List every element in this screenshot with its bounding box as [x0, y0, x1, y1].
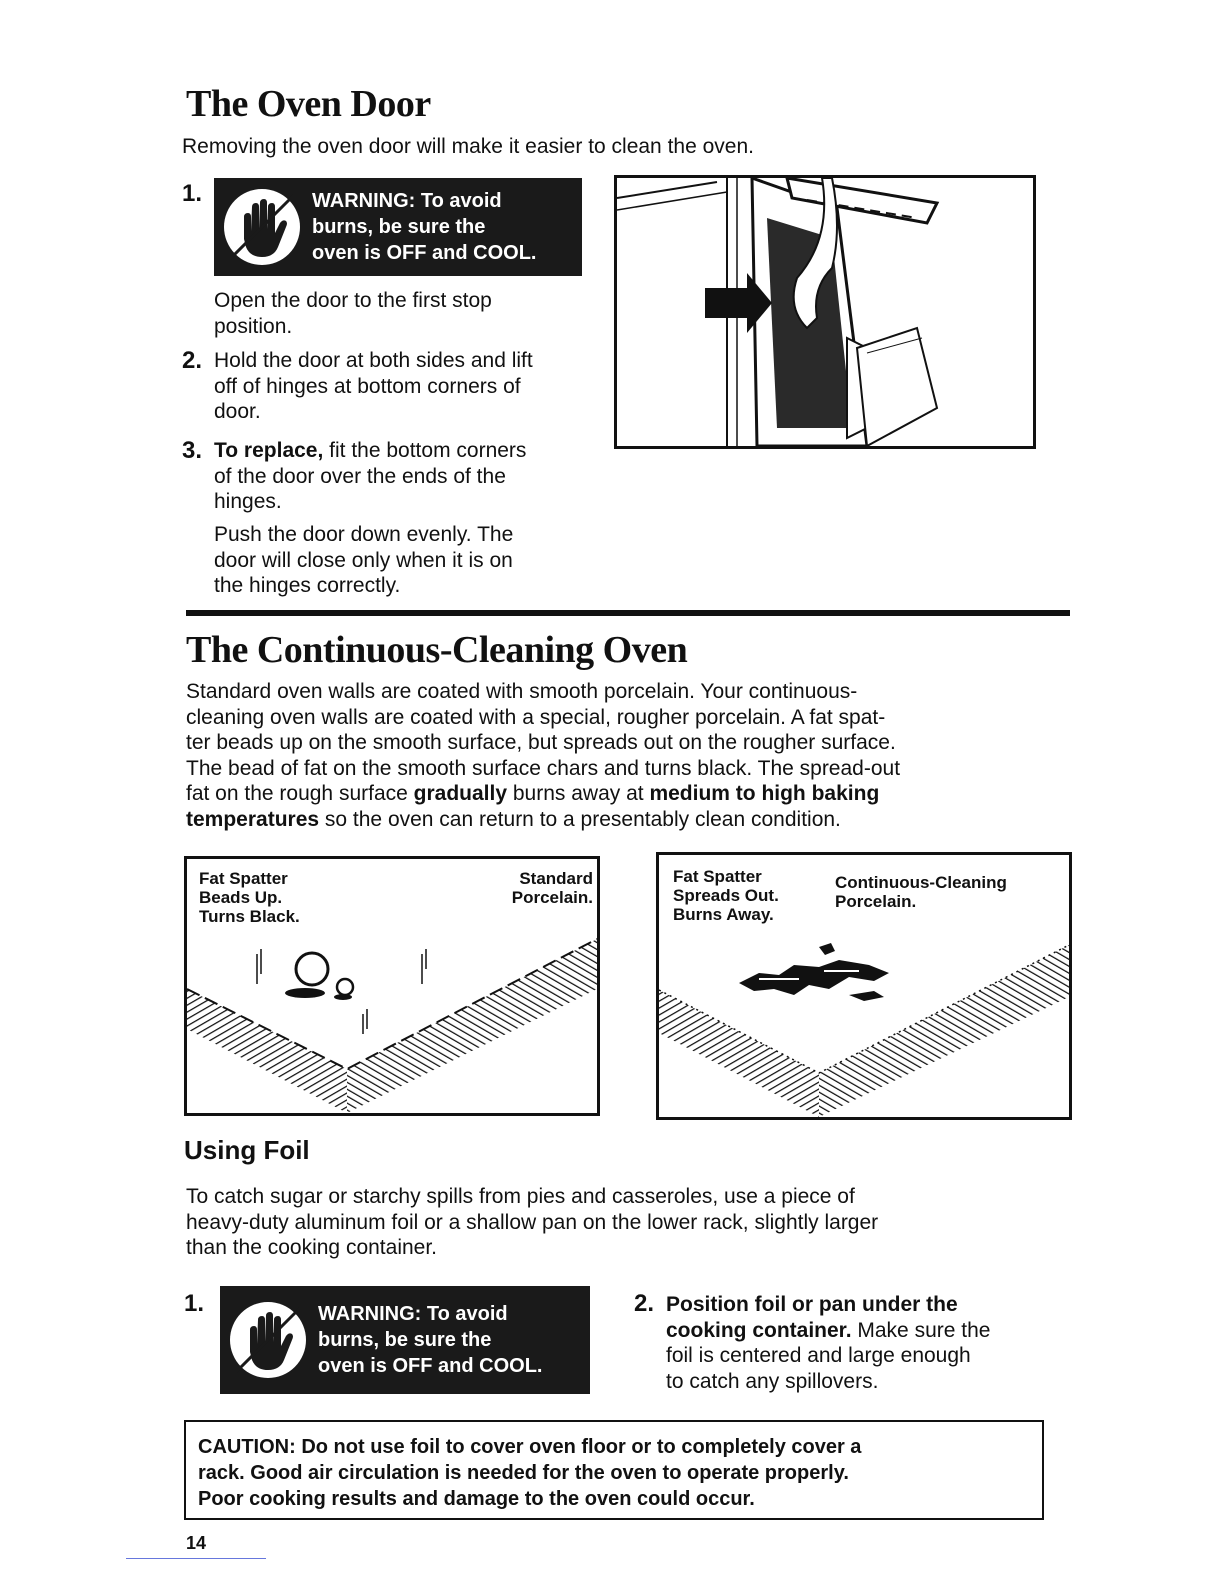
continuous-paragraph [186, 679, 900, 832]
foil-intro [186, 1184, 878, 1261]
text-span: burns away at [507, 782, 650, 805]
bold-phrase: To replace, [214, 439, 324, 462]
warning-line: oven is OFF and COOL. [318, 1355, 543, 1377]
step-number: 3. [182, 437, 203, 464]
section-title-using-foil: Using Foil [184, 1135, 310, 1165]
caution-box [184, 1420, 1044, 1520]
page-number: 14 [186, 1533, 207, 1553]
label-line: Burns Away. [673, 905, 774, 924]
warning-line: burns, be sure the [318, 1329, 492, 1351]
section-title-oven-door: The Oven Door [186, 83, 431, 125]
bold-phrase: gradually [413, 782, 508, 805]
bold-phrase: temperatures [186, 807, 320, 831]
oven-door-intro: Removing the oven door will make it easier to clean the oven. [182, 135, 754, 158]
standard-porcelain-diagram [184, 856, 600, 1116]
text-span: fat on the rough surface [186, 782, 414, 805]
step-2-text [214, 348, 533, 425]
text-line: Standard oven walls are coated with smooth porcelain. Your continuous- [186, 680, 858, 703]
text-line: door will close only when it is on [214, 548, 513, 572]
warning-line: WARNING: To avoid [318, 1303, 508, 1325]
text-line: ter beads up on the smooth surface, but spreads out on the rougher surface. [186, 731, 896, 754]
porcelain-corner-drawing [187, 859, 597, 1113]
text-span: fit the bottom corners [323, 439, 527, 462]
label-line: Fat Spatter [673, 867, 762, 886]
caution-line: rack. Good air circulation is needed for the oven to operate properly. [198, 1462, 849, 1484]
label-line: Turns Black. [199, 907, 300, 926]
step-number: 2. [634, 1290, 655, 1317]
text-line: Open the door to the first stop [214, 289, 492, 312]
label-line: Porcelain. [835, 892, 917, 911]
step-number: 1. [184, 1290, 205, 1317]
text-line: The bead of fat on the smooth surface chars and turns black. The spread-out [186, 756, 901, 780]
caution-line: CAUTION: Do not use foil to cover oven floor or to completely cover a [198, 1436, 862, 1458]
text-line: hinges. [214, 490, 282, 513]
text-line: Push the door down evenly. The [214, 523, 514, 546]
text-line: Hold the door at both sides and lift [214, 349, 533, 372]
warning-line: WARNING: To avoid [312, 190, 502, 212]
foil-step-2-text [666, 1292, 990, 1394]
text-line: the hinges correctly. [214, 574, 401, 597]
text-line: door. [214, 400, 261, 423]
text-line: heavy-duty aluminum foil or a shallow pan on the lower rack, slightly larger [186, 1210, 879, 1234]
text-line: off of hinges at bottom corners of [214, 374, 521, 398]
text-span: so the oven can return to a presentably clean condition. [319, 807, 841, 831]
step-number: 2. [182, 347, 203, 374]
text-span: Make sure the [851, 1318, 991, 1342]
text-line: than the cooking container. [186, 1236, 438, 1259]
warning-box [220, 1286, 590, 1394]
footer-line [126, 1558, 266, 1559]
step-1-text [214, 288, 492, 339]
section-title-continuous-cleaning: The Continuous-Cleaning Oven [186, 629, 688, 671]
text-line: position. [214, 314, 293, 338]
warning-hand-icon [228, 1300, 308, 1380]
label-line: Porcelain. [511, 888, 593, 907]
caution-line: Poor cooking results and damage to the oven could occur. [198, 1488, 755, 1510]
warning-box [214, 178, 582, 276]
warning-hand-icon [222, 187, 302, 267]
bold-phrase: Position foil or pan under the [666, 1293, 958, 1316]
text-line: foil is centered and large enough [666, 1344, 971, 1367]
oven-door-drawing [617, 178, 1033, 446]
label-line: Fat Spatter [199, 869, 288, 888]
porcelain-corner-drawing [659, 855, 1069, 1117]
section-divider [186, 610, 1070, 616]
continuous-cleaning-porcelain-diagram [656, 852, 1072, 1120]
step-3-text [214, 438, 526, 515]
warning-line: oven is OFF and COOL. [312, 242, 537, 264]
bold-phrase: cooking container. [666, 1318, 852, 1342]
text-line: To catch sugar or starchy spills from pies and casseroles, use a piece of [186, 1185, 855, 1208]
text-line: to catch any spillovers. [666, 1369, 879, 1393]
text-line: of the door over the ends of the [214, 464, 506, 488]
label-line: Spreads Out. [673, 886, 779, 905]
warning-line: burns, be sure the [312, 216, 486, 238]
label-line: Continuous-Cleaning [835, 873, 1007, 892]
label-line: Beads Up. [199, 888, 283, 907]
label-line: Standard [519, 869, 593, 888]
push-text [214, 522, 513, 599]
step-number: 1. [182, 180, 203, 207]
text-line: cleaning oven walls are coated with a special, rougher porcelain. A fat spat- [186, 705, 886, 729]
bold-phrase: medium to high baking [649, 782, 880, 805]
oven-door-illustration [614, 175, 1036, 449]
